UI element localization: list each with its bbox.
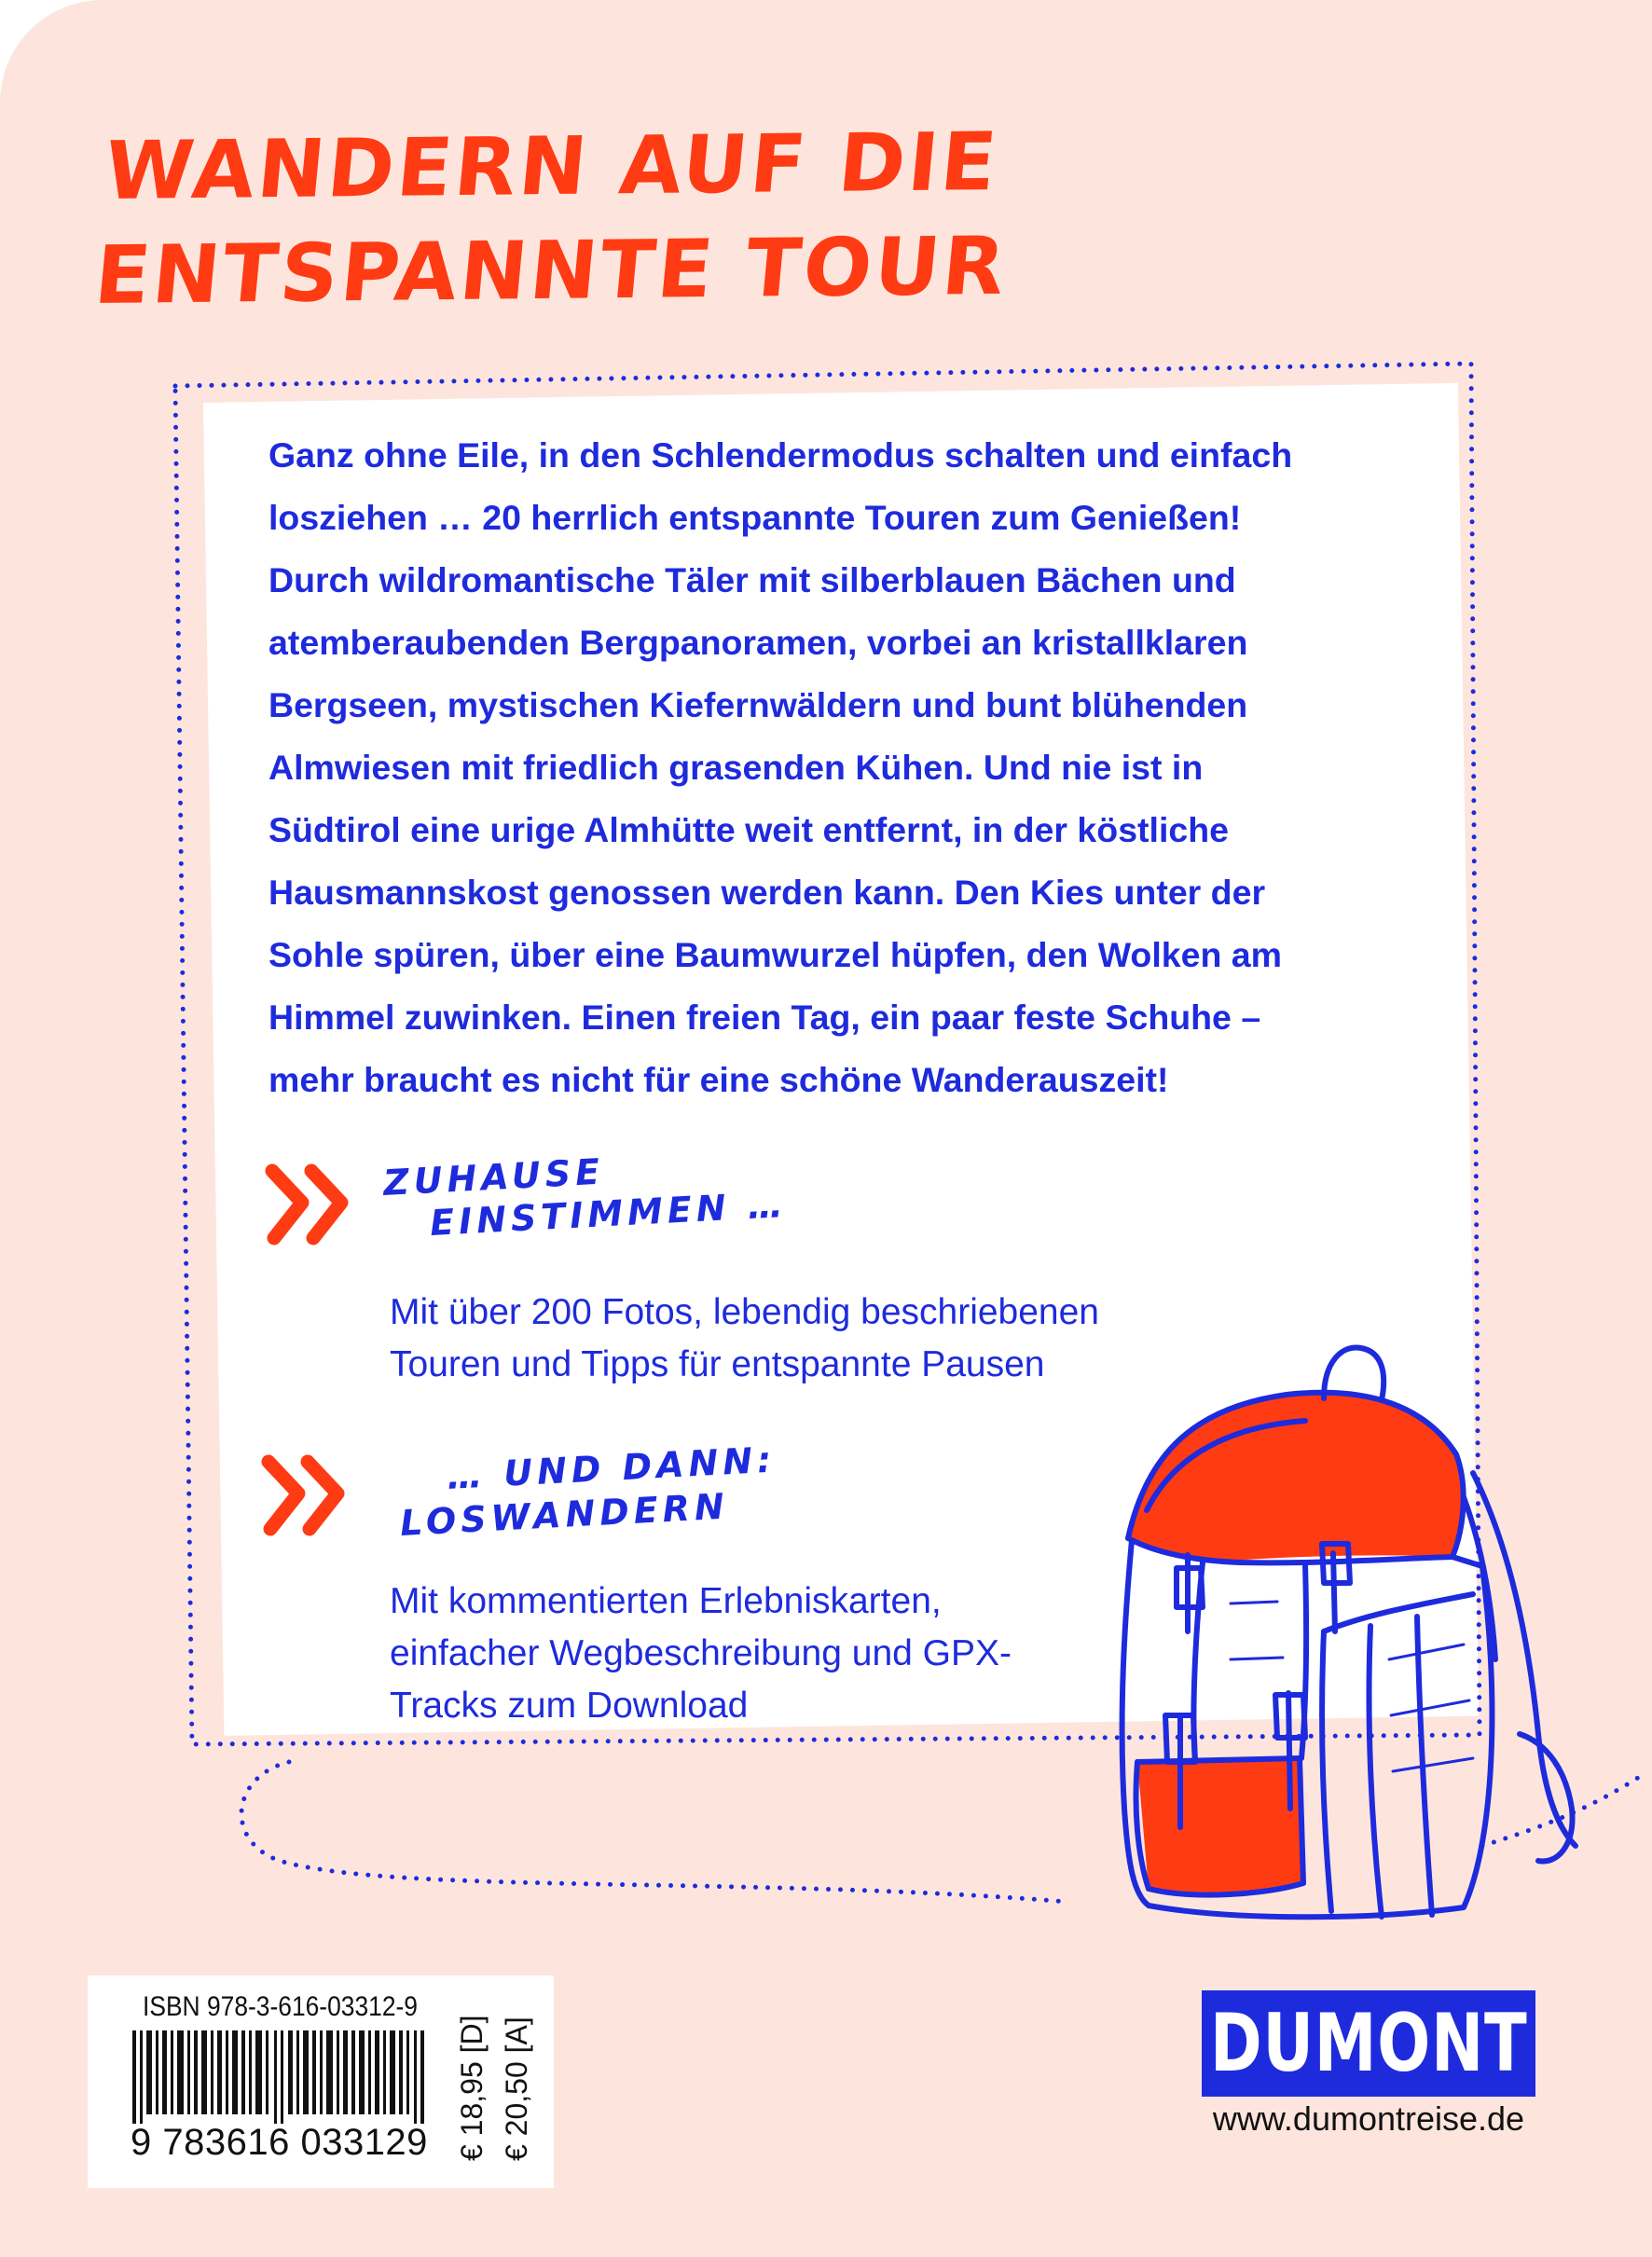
- intro-line: Bergseen, mystischen Kiefernwäldern und bunt blühenden: [268, 685, 1248, 724]
- publisher-url: www.dumontreise.de: [1212, 2099, 1525, 2138]
- price-austria: € 20,50 [A]: [500, 2016, 533, 2161]
- feature-1-heading-line-2: EINSTIMMEN …: [429, 1183, 789, 1244]
- feature-2-heading-line-2: LOSWANDERN: [399, 1485, 730, 1544]
- intro-line: mehr braucht es nicht für eine schöne Wanderauszeit!: [268, 1060, 1169, 1099]
- publisher-logo-text: DUMONT: [1209, 1997, 1528, 2090]
- intro-line: Sohle spüren, über eine Baumwurzel hüpfen, den Wolken am: [268, 935, 1282, 974]
- feature-1-text: [390, 1287, 1099, 1391]
- feature-2-text-line: einfacher Wegbeschreibung und GPX-: [390, 1633, 1012, 1673]
- feature-2-text: [390, 1576, 1012, 1732]
- feature-1-text-line: Mit über 200 Fotos, lebendig beschriebenen: [390, 1292, 1099, 1332]
- intro-line: Ganz ohne Eile, in den Schlendermodus schalten und einfach: [268, 435, 1293, 475]
- intro-line: losziehen … 20 herrlich entspannte Touren zum Genießen!: [268, 498, 1242, 537]
- isbn-text: ISBN 978-3-616-03312-9: [143, 1991, 418, 2022]
- title-line-1: WANDERN AUF DIE: [100, 115, 1003, 218]
- feature-1-text-line: Touren und Tipps für entspannte Pausen: [390, 1344, 1045, 1384]
- intro-line: Almwiesen mit friedlich grasenden Kühen. Und nie ist in: [268, 748, 1204, 787]
- intro-line: Südtirol eine urige Almhütte weit entfernt, in der köstliche: [268, 810, 1229, 849]
- isbn-digits: 9 783616 033129: [131, 2122, 428, 2163]
- publisher-logo: [1202, 1990, 1535, 2097]
- feature-2-text-line: Mit kommentierten Erlebniskarten,: [390, 1581, 942, 1621]
- price-germany: € 18,95 [D]: [455, 2015, 489, 2161]
- intro-line: Hausmannskost genossen werden kann. Den Kies unter der: [268, 873, 1266, 912]
- backpack-illustration: [1091, 1324, 1594, 1958]
- title-line-2: ENTSPANNTE TOUR: [90, 219, 1012, 323]
- intro-line: Durch wildromantische Täler mit silberblauen Bächen und: [268, 560, 1236, 599]
- double-chevron-icon: [259, 1449, 352, 1542]
- intro-line: Himmel zuwinken. Einen freien Tag, ein paar feste Schuhe –: [268, 998, 1261, 1037]
- double-chevron-icon: [263, 1158, 356, 1251]
- barcode-icon: [132, 2030, 440, 2124]
- feature-1-heading-line-1: ZUHAUSE: [382, 1150, 606, 1204]
- intro-paragraph: [268, 424, 1434, 1111]
- feature-2-heading-line-1: … UND DANN:: [446, 1438, 778, 1497]
- feature-2-text-line: Tracks zum Download: [390, 1686, 749, 1726]
- intro-line: atemberaubenden Bergpanoramen, vorbei an kristallklaren: [268, 623, 1248, 662]
